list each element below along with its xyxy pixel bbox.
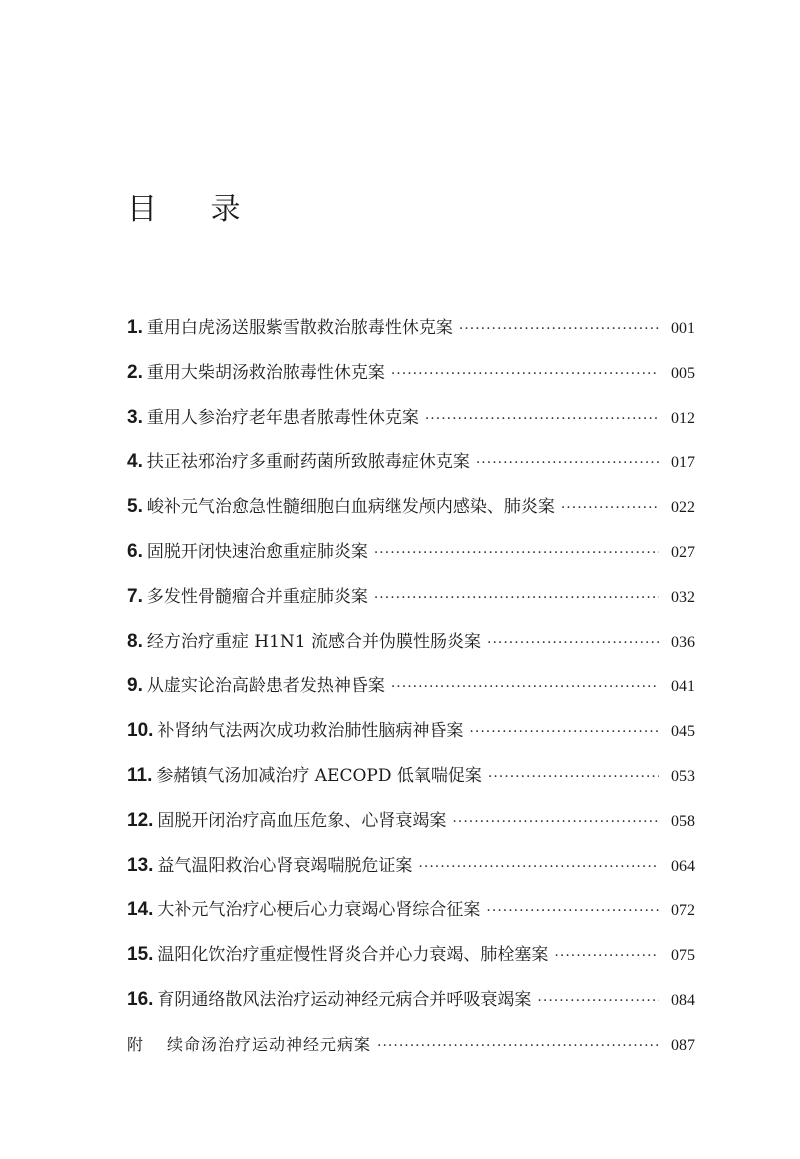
- toc-number: 16.: [127, 988, 154, 1010]
- toc-number: 2.: [127, 361, 143, 383]
- toc-title: 峻补元气治愈急性髓细胞白血病继发颅内感染、肺炎案: [146, 497, 555, 518]
- toc-page-number: 087: [671, 1036, 695, 1054]
- toc-title: 益气温阳救治心肾衰竭喘脱危证案: [157, 855, 413, 876]
- toc-title: 扶正祛邪治疗多重耐药菌所致脓毒症休克案: [146, 452, 470, 473]
- toc-title: 大补元气治疗心梗后心力衰竭心肾综合征案: [157, 900, 481, 921]
- toc-page-number: 036: [671, 633, 695, 651]
- toc-leader-dots: [554, 941, 659, 971]
- toc-page-number: 053: [671, 767, 695, 785]
- toc-title: 补肾纳气法两次成功救治肺性脑病神昏案: [157, 721, 464, 742]
- toc-number: 15.: [127, 944, 154, 966]
- toc-entry-12[interactable]: [127, 806, 695, 851]
- toc-leader-dots: [486, 896, 659, 926]
- toc-leader-dots: [374, 583, 659, 613]
- toc-page-number: 012: [671, 409, 695, 427]
- toc-entry-3[interactable]: [127, 403, 695, 448]
- toc-title: 重用白虎汤送服紫雪散救治脓毒性休克案: [146, 318, 453, 338]
- toc-entry-10[interactable]: [127, 716, 695, 761]
- toc-number: 8.: [127, 630, 143, 652]
- toc-page-number: 084: [671, 991, 695, 1009]
- toc-leader-dots: [391, 672, 659, 702]
- toc-page-number: 075: [671, 947, 695, 965]
- toc-page-number: 064: [671, 857, 695, 875]
- page-title: 目 录: [127, 192, 263, 227]
- toc-entry-6[interactable]: [127, 537, 695, 582]
- toc-title: 重用大柴胡汤救治脓毒性休克案: [146, 362, 385, 383]
- toc-title: 续命汤治疗运动神经元病案: [167, 1034, 372, 1054]
- toc-number: 9.: [127, 675, 143, 697]
- toc-page-number: 001: [671, 320, 695, 337]
- toc-leader-dots: [374, 538, 659, 568]
- table-of-contents: [127, 313, 695, 1075]
- toc-title: 固脱开闭治疗高血压危象、心肾衰竭案: [157, 810, 447, 831]
- toc-leader-dots: [487, 628, 659, 658]
- toc-leader-dots: [459, 314, 659, 344]
- toc-number: 6.: [127, 540, 143, 562]
- toc-title: 经方治疗重症 H1N1 流感合并伪膜性肠炎案: [146, 631, 481, 652]
- toc-leader-dots: [452, 807, 659, 837]
- toc-page-number: 072: [671, 902, 695, 920]
- toc-number: 10.: [127, 720, 154, 742]
- toc-number: 4.: [127, 451, 143, 473]
- toc-page-number: 017: [671, 454, 695, 472]
- toc-leader-dots: [391, 359, 659, 389]
- toc-entry-5[interactable]: [127, 492, 695, 537]
- toc-entry-16[interactable]: [127, 985, 695, 1030]
- toc-number: 5.: [127, 496, 143, 518]
- toc-entry-2[interactable]: [127, 358, 695, 403]
- toc-entry-1[interactable]: [127, 313, 695, 358]
- toc-number: 7.: [127, 585, 143, 607]
- toc-title: 温阳化饮治疗重症慢性肾炎合并心力衰竭、肺栓塞案: [157, 945, 549, 966]
- toc-page-number: 041: [671, 678, 695, 696]
- toc-leader-dots: [561, 493, 659, 523]
- appendix-prefix: 附: [127, 1034, 144, 1054]
- toc-page-number: 045: [671, 723, 695, 741]
- toc-entry-14[interactable]: [127, 895, 695, 940]
- toc-page-number: 027: [671, 543, 695, 561]
- toc-number: 3.: [127, 406, 143, 428]
- toc-number: 14.: [127, 899, 154, 921]
- toc-entry-15[interactable]: [127, 940, 695, 985]
- toc-title: 从虚实论治高龄患者发热神昏案: [146, 676, 385, 697]
- toc-entry-7[interactable]: [127, 582, 695, 627]
- toc-title: 育阴通络散风法治疗运动神经元病合并呼吸衰竭案: [157, 989, 532, 1010]
- toc-entry-4[interactable]: [127, 447, 695, 492]
- toc-number: 11.: [127, 764, 153, 786]
- toc-entry-9[interactable]: [127, 671, 695, 716]
- toc-leader-dots: [418, 852, 659, 882]
- toc-page-number: 005: [671, 364, 695, 382]
- toc-leader-dots: [425, 404, 659, 434]
- toc-page-number: 022: [671, 499, 695, 517]
- toc-leader-dots: [469, 717, 659, 747]
- toc-number: 13.: [127, 854, 154, 876]
- toc-title: 重用人参治疗老年患者脓毒性休克案: [146, 407, 419, 428]
- toc-number: 1.: [127, 317, 143, 338]
- toc-number: 12.: [127, 809, 154, 831]
- toc-leader-dots: [476, 448, 659, 478]
- toc-leader-dots: [488, 762, 659, 792]
- toc-entry-8[interactable]: [127, 627, 695, 672]
- toc-entry-11[interactable]: [127, 761, 695, 806]
- toc-entry-appendix[interactable]: [127, 1030, 695, 1075]
- toc-title: 多发性骨髓瘤合并重症肺炎案: [146, 586, 368, 607]
- toc-title: 固脱开闭快速治愈重症肺炎案: [146, 541, 368, 562]
- toc-entry-13[interactable]: [127, 851, 695, 896]
- toc-leader-dots: [537, 986, 659, 1016]
- toc-leader-dots: [377, 1031, 659, 1061]
- toc-title: 参赭镇气汤加减治疗 AECOPD 低氧喘促案: [156, 765, 482, 786]
- toc-page-number: 058: [671, 812, 695, 830]
- toc-page-number: 032: [671, 588, 695, 606]
